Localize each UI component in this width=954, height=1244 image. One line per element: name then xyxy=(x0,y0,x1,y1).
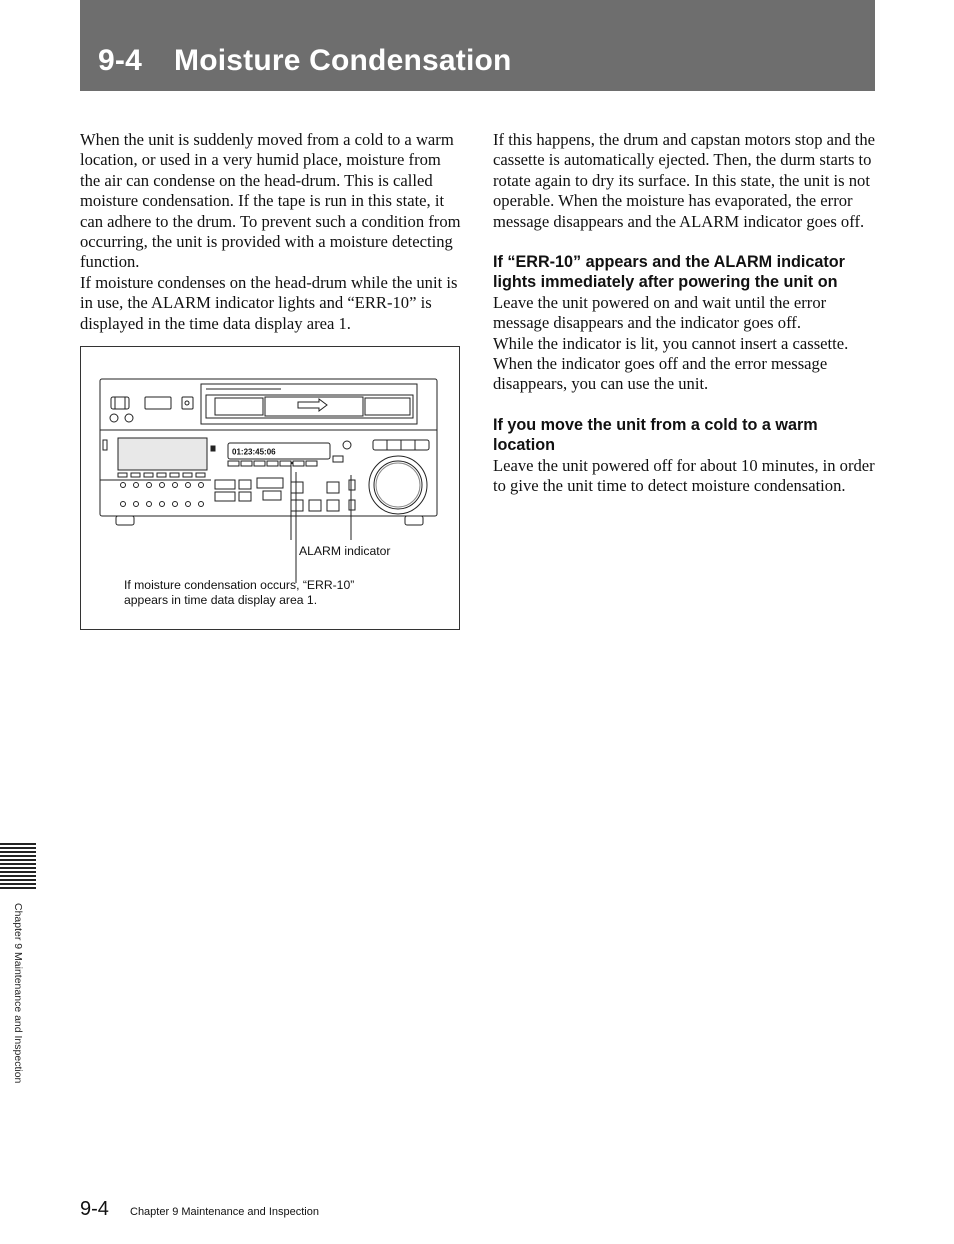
ff-button xyxy=(327,500,339,511)
power-off-paragraph: Leave the unit powered off for about 10 minutes, in order to give the unit time to detect moisture condensation. xyxy=(493,455,875,496)
page-number: 9-4 xyxy=(80,1198,109,1220)
intro-paragraph: When the unit is suddenly moved from a cold to a warm location, or used in a very humid place, moisture from the air can condense on the head-drum. This is called moisture condensation. If the tape is run in this state, it can adhere to the drum. To prevent such a condition from occurring, the unit is provided with a moisture detecting function. xyxy=(80,130,461,272)
alarm-indicator-callout: ALARM indicator xyxy=(299,544,391,558)
chapter-tab-marker xyxy=(0,843,36,891)
rewind-button xyxy=(291,500,303,511)
ejected-paragraph: If this happens, the drum and capstan motors stop and the cassette is automatically ejected. Then, the durm starts to rotate again to dry its surface. In this state, the unit is not operable. When the moisture has evaporated, the error message disappears and the ALARM indicator goes off. xyxy=(493,130,876,231)
side-chapter-label: Chapter 9 Maintenance and Inspection xyxy=(12,903,24,1084)
vtr-front-panel-figure xyxy=(80,346,460,630)
indicator-lit-paragraph: While the indicator is lit, you cannot insert a cassette. When the indicator goes off and the error message disappears, you can use the unit. xyxy=(493,333,849,394)
left-column xyxy=(80,130,464,334)
wait-paragraph: Leave the unit powered on and wait until the error message disappears and the indicator goes off. xyxy=(493,292,827,333)
timecode-text: 01:23:45:06 xyxy=(232,447,276,457)
play-button xyxy=(309,500,321,511)
right-column xyxy=(493,130,877,497)
heading-cold-to-warm: If you move the unit from a cold to a warm location xyxy=(493,415,818,455)
section-title: Moisture Condensation xyxy=(174,44,512,77)
footer-chapter-label: Chapter 9 Maintenance and Inspection xyxy=(130,1206,319,1218)
err-callout: If moisture condensation occurs, “ERR-10” appears in time data display area 1. xyxy=(124,578,355,607)
heading-err10-power-on: If “ERR-10” appears and the ALARM indicator lights immediately after powering the unit on xyxy=(493,253,845,292)
alarm-paragraph: If moisture condenses on the head-drum while the unit is in use, the ALARM indicator lights and “ERR-10” is displayed in the time data display area 1. xyxy=(80,272,458,333)
page-title xyxy=(98,44,512,78)
jog-dial xyxy=(369,456,427,514)
section-number: 9-4 xyxy=(98,44,142,77)
eject-arrow-icon xyxy=(298,399,327,411)
